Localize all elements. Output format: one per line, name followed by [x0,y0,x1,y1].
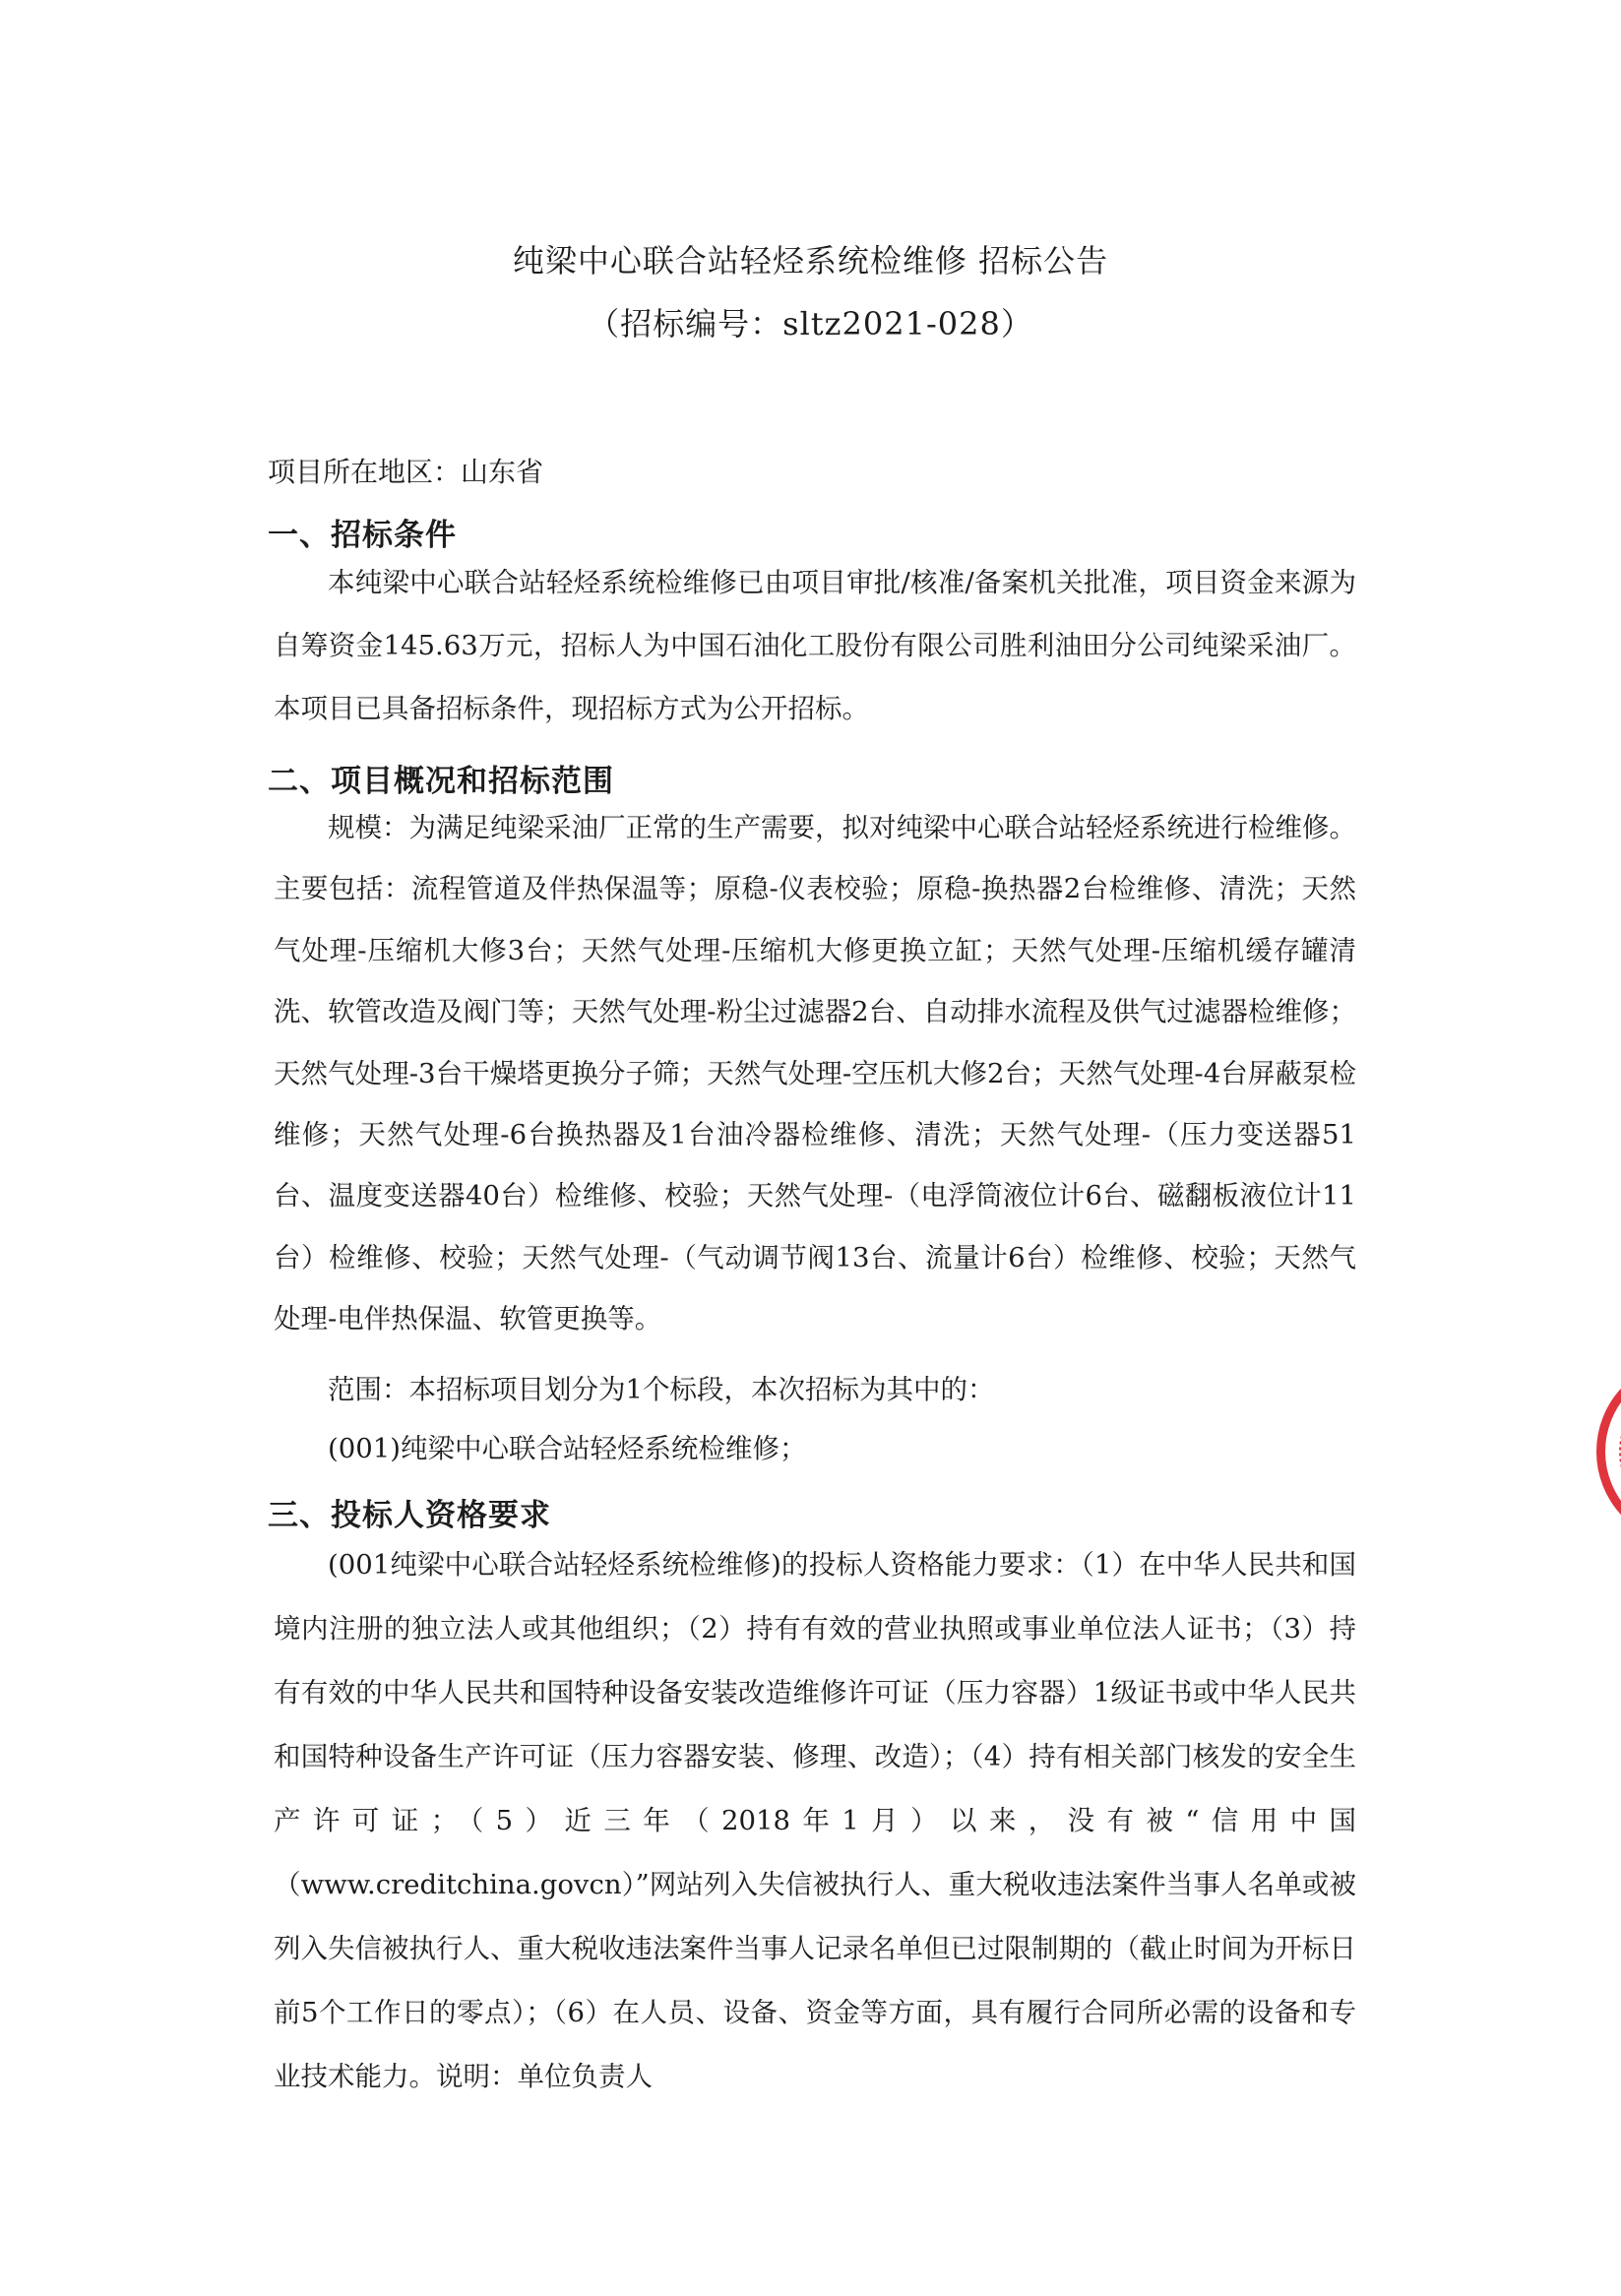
section-heading-bidder-qualifications: 三、投标人资格要求 [268,1498,551,1533]
paragraph-scope: 范围：本招标项目划分为1个标段，本次招标为其中的： [328,1374,995,1405]
paragraph-project-scale: 规模：为满足纯梁采油厂正常的生产需要，拟对纯梁中心联合站轻烃系统进行检维修。主要包括：流程管道及伴热保温等；原稳-仪表校验；原稳-换热器2台检维修、清洗；天然气处理-压缩机大修3台；天然气处理-压缩机大修更换立缸；天然气处理-压缩机缓存罐清洗、软管改造及阀门等；天然气处理-粉尘过滤器2台、自动排水流程及供气过滤器检维修；天然气处理-3台干燥塔更换分子筛；天然气处理-空压机大修2台；天然气处理-4台屏蔽泵检维修；天然气处理-6台换热器及1台油冷器检维修、清洗；天然气处理-（压力变送器51台、温度变送器40台）检维修、校验；天然气处理-（电浮筒液位计6台、磁翻板液位计11台）检维修、校验；天然气处理-（气动调节阀13台、流量计6台）检维修、校验；天然气处理-电伴热保温、软管更换等。 [274,812,1356,1335]
paragraph-bidder-qualifications: (001纯梁中心联合站轻烃系统检维修)的投标人资格能力要求：（1）在中华人民共和国境内注册的独立法人或其他组织；（2）持有有效的营业执照或事业单位法人证书；（3）持有有效的中华人民共和国特种设备安装改造维修许可证（压力容器）1级证书或中华人民共和国特种设备生产许可证（压力容器安装、修理、改造）；（4）持有相关部门核发的安全生产许可证；（5）近三年（2018年1月）以来，没有被“信用中国（www.creditchina.govcn）”网站列入失信被执行人、重大税收违法案件当事人名单或被列入失信被执行人、重大税收违法案件当事人记录名单但已过限制期的（截止时间为开标日前5个工作日的零点）；（6）在人员、设备、资金等方面，具有履行合同所必需的设备和专业技术能力。说明：单位负责人 [274,1549,1356,2092]
document-title: 纯梁中心联合站轻烃系统检维修 招标公告 [512,242,1109,279]
section-heading-project-scope: 二、项目概况和招标范围 [268,764,614,799]
project-region: 项目所在地区：山东省 [268,456,544,488]
bid-number: （招标编号：sltz2021-028） [588,305,1033,342]
paragraph-bidding-conditions: 本纯梁中心联合站轻烃系统检维修已由项目审批/核准/备案机关批准，项目资金来源为自筹资金145.63万元，招标人为中国石油化工股份有限公司胜利油田分公司纯梁采油厂。本项目已具备招标条件，现招标方式为公开招标。 [274,567,1356,724]
paragraph-lot-item: (001)纯梁中心联合站轻烃系统检维修； [328,1433,807,1464]
section-heading-bidding-conditions: 一、招标条件 [268,518,457,553]
red-seal-stamp [1596,1358,1621,1545]
